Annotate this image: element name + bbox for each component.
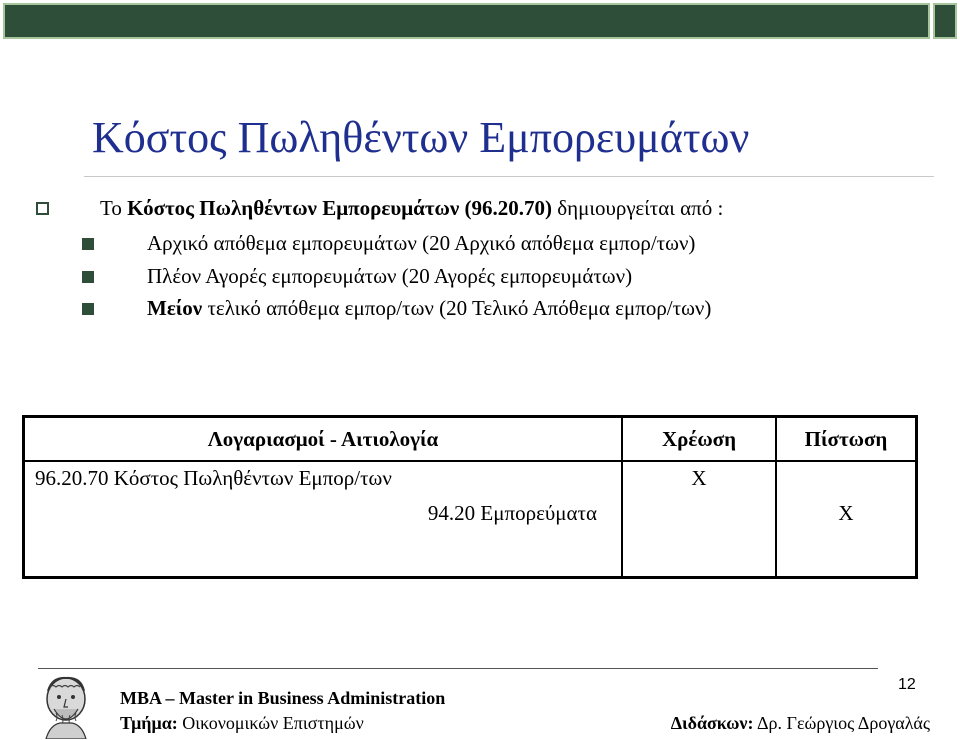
- table-header-row: [24, 417, 917, 462]
- header-debit: Χρέωση: [622, 417, 776, 462]
- page-number: 12: [898, 676, 916, 693]
- header-accounts: Λογαριασμοί - Αιτιολογία: [24, 417, 623, 462]
- journal-entry-table: [22, 415, 918, 579]
- credit-cell: [776, 461, 917, 494]
- top-banner-bar: [3, 3, 930, 39]
- list-item: Αρχικό απόθεμα εμπορευμάτων (20 Αρχικό απόθεμα εμπορ/των): [147, 231, 696, 255]
- debit-cell: X: [622, 461, 776, 494]
- intro-line: Το Κόστος Πωληθέντων Εμπορευμάτων (96.20.70) δημιουργείται από :: [100, 196, 724, 220]
- table-row: [24, 494, 917, 532]
- table-row: [24, 461, 917, 494]
- account-cell: 96.20.70 Κόστος Πωληθέντων Εμπορ/των: [24, 461, 623, 494]
- account-cell: 94.20 Εμπορεύματα: [24, 494, 623, 532]
- square-bullet-icon: [82, 303, 94, 315]
- debit-cell: [622, 494, 776, 532]
- footer-divider: [38, 668, 878, 669]
- footer-teacher: Διδάσκων: Δρ. Γεώργιος Δρογαλάς: [670, 713, 930, 733]
- header-credit: Πίστωση: [776, 417, 917, 462]
- footer-program: MBA – Master in Business Administration: [120, 688, 446, 708]
- table-spacer-row: [24, 532, 917, 578]
- slide-title: Κόστος Πωληθέντων Εμπορευμάτων: [92, 113, 750, 162]
- philosopher-bust-logo-icon: [36, 673, 96, 739]
- square-bullet-icon: [82, 271, 94, 283]
- top-banner-square: [933, 3, 957, 39]
- hollow-square-bullet-icon: [36, 202, 49, 215]
- list-item: Πλέον Αγορές εμπορευμάτων (20 Αγορές εμπορευμάτων): [147, 264, 633, 288]
- list-item: Μείον τελικό απόθεμα εμπορ/των (20 Τελικό Απόθεμα εμπορ/των): [147, 296, 712, 320]
- title-divider: [84, 176, 934, 177]
- credit-cell: X: [838, 500, 854, 525]
- footer-department: Τμήμα: Οικονομικών Επιστημών: [120, 713, 364, 733]
- square-bullet-icon: [82, 238, 94, 250]
